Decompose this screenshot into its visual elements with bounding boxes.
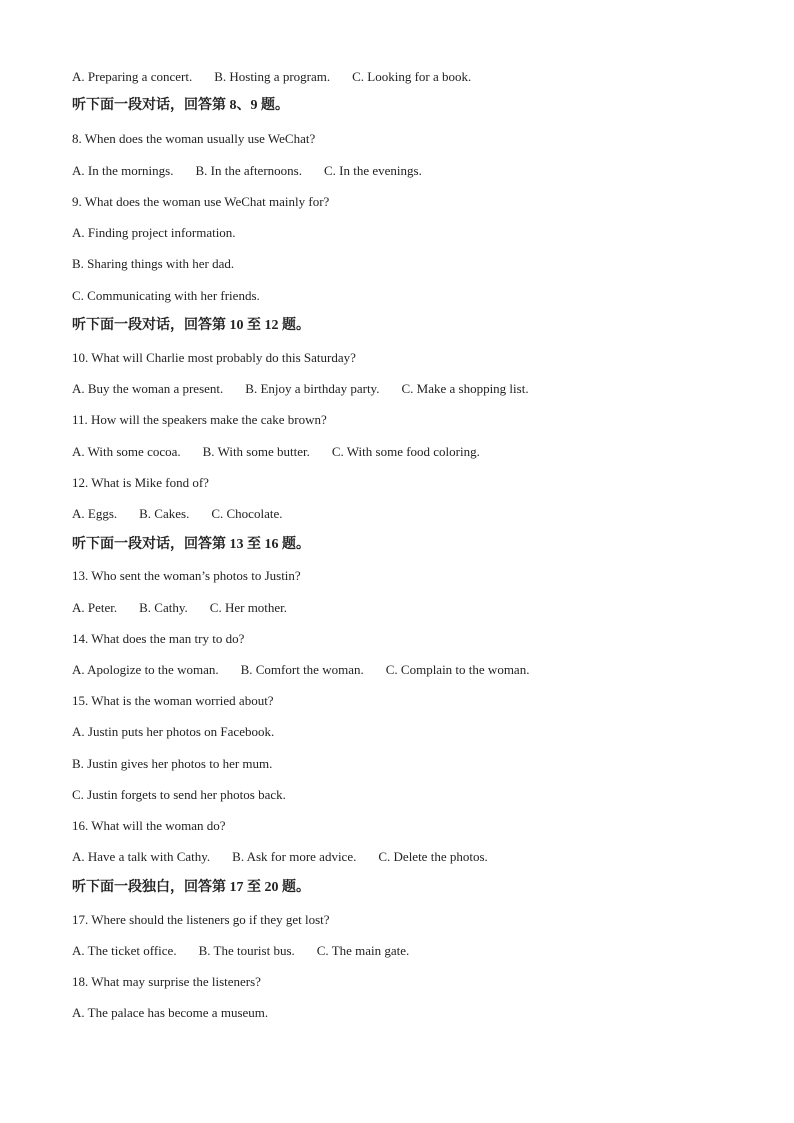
question-text: 14. What does the man try to do? <box>72 631 245 646</box>
answer-option: C. Complain to the woman. <box>385 662 530 677</box>
question-text: 8. When does the woman usually use WeChat? <box>72 131 316 146</box>
answer-option: A. Eggs. <box>72 506 118 521</box>
answer-option: C. The main gate. <box>316 943 410 958</box>
answer-options <box>72 163 422 179</box>
answer-option: A. In the mornings. <box>72 163 174 178</box>
question-text: A. Justin puts her photos on Facebook. <box>72 724 275 739</box>
section-heading: 听下面一段独白，回答第 17 至 20 题。 <box>72 880 310 895</box>
answer-options <box>72 662 529 678</box>
answer-option: C. Looking for a book. <box>352 69 472 84</box>
answer-option: A. The ticket office. <box>72 943 177 958</box>
answer-option: C. Chocolate. <box>211 506 283 521</box>
question-text: A. The palace has become a museum. <box>72 1005 269 1020</box>
question-text: 18. What may surprise the listeners? <box>72 974 261 989</box>
question-text: 15. What is the woman worried about? <box>72 693 274 708</box>
answer-option: B. With some butter. <box>202 444 310 459</box>
question-text: C. Communicating with her friends. <box>72 288 260 303</box>
answer-option: A. Apologize to the woman. <box>72 662 219 677</box>
answer-option: B. In the afternoons. <box>195 163 302 178</box>
question-text: B. Sharing things with her dad. <box>72 256 235 271</box>
question-text: 12. What is Mike fond of? <box>72 475 209 490</box>
section-heading: 听下面一段对话，回答第 10 至 12 题。 <box>72 318 310 333</box>
answer-option: B. Enjoy a birthday party. <box>245 381 380 396</box>
answer-options <box>72 849 488 865</box>
answer-options <box>72 943 409 959</box>
question-text: A. Finding project information. <box>72 225 236 240</box>
answer-option: B. Hosting a program. <box>214 69 331 84</box>
answer-option: C. Make a shopping list. <box>401 381 529 396</box>
question-text: 17. Where should the listeners go if they get lost? <box>72 912 330 927</box>
question-text: 11. How will the speakers make the cake brown? <box>72 412 327 427</box>
question-text: C. Justin forgets to send her photos back. <box>72 787 286 802</box>
answer-option: B. Comfort the woman. <box>240 662 364 677</box>
answer-option: B. Cakes. <box>139 506 190 521</box>
section-heading: 听下面一段对话，回答第 8、9 题。 <box>72 98 289 113</box>
answer-option: B. Cathy. <box>139 600 188 615</box>
answer-option: C. With some food coloring. <box>331 444 480 459</box>
answer-option: C. Delete the photos. <box>378 849 488 864</box>
answer-option: A. Buy the woman a present. <box>72 381 224 396</box>
answer-option: A. Preparing a concert. <box>72 69 193 84</box>
answer-options <box>72 381 529 397</box>
answer-option: C. In the evenings. <box>323 163 422 178</box>
answer-options <box>72 69 471 85</box>
answer-options <box>72 506 282 522</box>
answer-option: A. Have a talk with Cathy. <box>72 849 211 864</box>
question-text: 9. What does the woman use WeChat mainly for? <box>72 194 330 209</box>
answer-option: B. The tourist bus. <box>198 943 295 958</box>
question-text: 16. What will the woman do? <box>72 818 226 833</box>
answer-option: B. Ask for more advice. <box>232 849 357 864</box>
question-text: B. Justin gives her photos to her mum. <box>72 756 273 771</box>
answer-option: C. Her mother. <box>209 600 288 615</box>
section-heading: 听下面一段对话，回答第 13 至 16 题。 <box>72 537 310 552</box>
answer-options <box>72 444 480 460</box>
answer-option: A. Peter. <box>72 600 118 615</box>
question-text: 10. What will Charlie most probably do this Saturday? <box>72 350 356 365</box>
question-text: 13. Who sent the woman’s photos to Justin? <box>72 568 301 583</box>
answer-options <box>72 600 287 616</box>
answer-option: A. With some cocoa. <box>72 444 181 459</box>
